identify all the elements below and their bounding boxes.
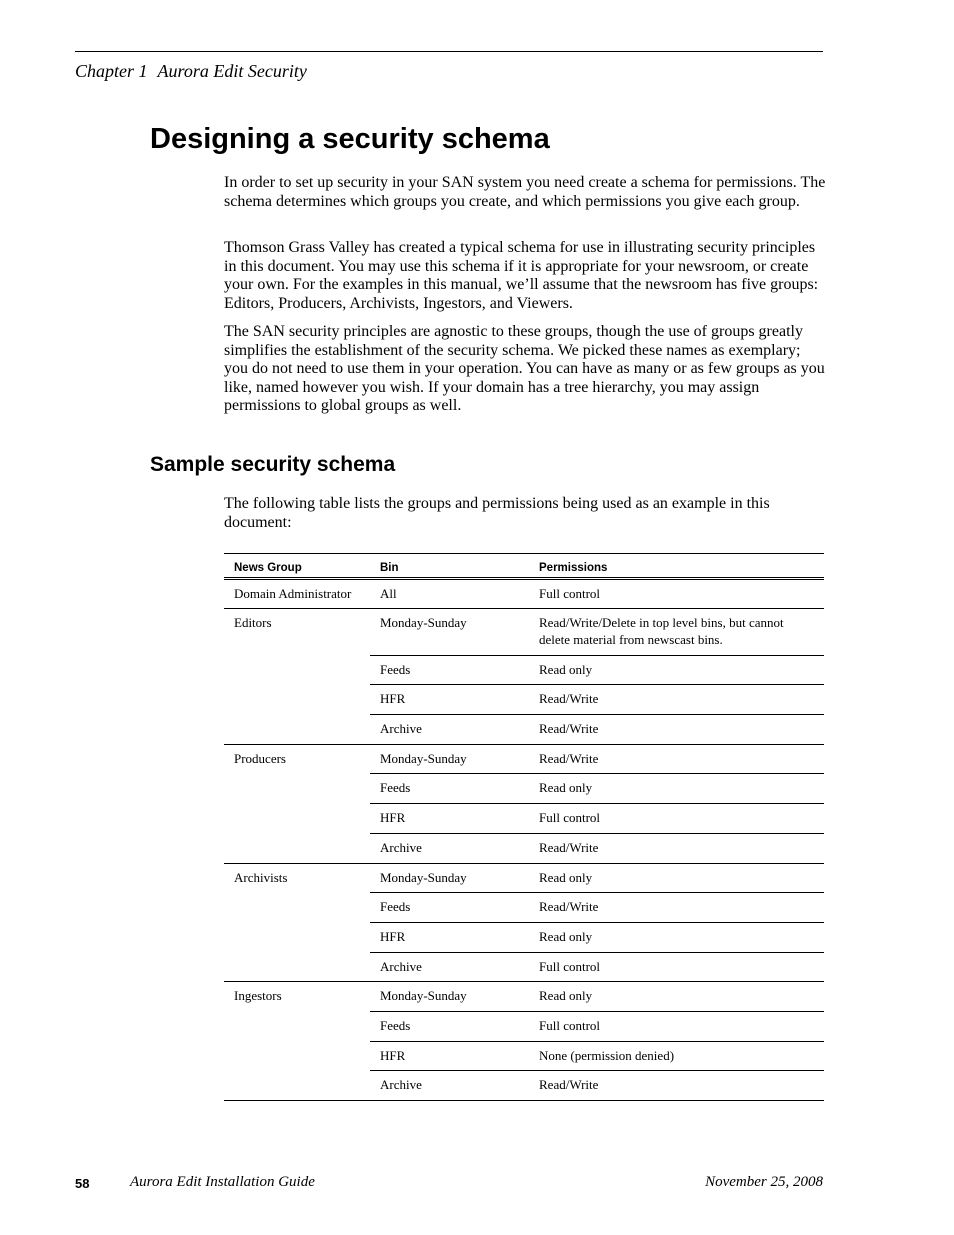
cell-bin: Monday-Sunday <box>370 744 529 774</box>
column-header-bin: Bin <box>370 554 529 579</box>
cell-news-group: Editors <box>224 608 370 744</box>
cell-bin: Feeds <box>370 893 529 923</box>
cell-permissions: Full control <box>529 1011 824 1041</box>
table-row <box>224 863 824 893</box>
intro-paragraph-2: Thomson Grass Valley has created a typical schema for use in illustrating security principles in this document. You may use this schema if it is appropriate for your newsroom, or create your own. For the examples in this manual, we’ll assume that the newsroom has five groups: Editors, Producers, Archivists, Ingestors, and Viewers. <box>224 239 819 312</box>
cell-permissions: Full control <box>529 952 824 982</box>
running-header <box>75 60 307 82</box>
column-header-news-group: News Group <box>224 554 370 579</box>
table-row <box>224 982 824 1012</box>
cell-bin: All <box>370 579 529 609</box>
cell-bin: HFR <box>370 685 529 715</box>
cell-bin: HFR <box>370 1041 529 1071</box>
cell-permissions: Read/Write <box>529 744 824 774</box>
cell-bin: Archive <box>370 952 529 982</box>
cell-bin: Monday-Sunday <box>370 982 529 1012</box>
intro-paragraph-3: The SAN security principles are agnostic to these groups, though the use of groups greatly simplifies the establishment of the security schema. We picked these names as exemplary; you do not need to use them in your operation. You can have as many or as few groups as you like, named however you wish. If your domain has a tree hierarchy, you may assign permissions to global groups as well. <box>224 323 825 415</box>
intro-paragraph-1: In order to set up security in your SAN system you need create a schema for permissions. The schema determines which groups you create, and which permissions you give each group. <box>224 174 826 210</box>
cell-news-group: Producers <box>224 744 370 863</box>
cell-permissions: Read/Write <box>529 833 824 863</box>
table-header-row <box>224 554 824 579</box>
page-title: Designing a security schema <box>150 123 550 155</box>
page-number: 58 <box>75 1176 90 1191</box>
cell-bin: Feeds <box>370 774 529 804</box>
cell-permissions: Read/Write/Delete in top level bins, but cannot delete material from newscast bins. <box>529 608 824 655</box>
cell-permissions: Read/Write <box>529 1071 824 1101</box>
cell-permissions: Full control <box>529 804 824 834</box>
cell-permissions: Read only <box>529 863 824 893</box>
security-schema-table <box>224 553 824 1101</box>
cell-bin: HFR <box>370 922 529 952</box>
table-row <box>224 579 824 609</box>
cell-permissions: Read only <box>529 774 824 804</box>
cell-news-group: Ingestors <box>224 982 370 1101</box>
cell-bin: HFR <box>370 804 529 834</box>
chapter-title: Aurora Edit Security <box>157 61 307 81</box>
cell-bin: Archive <box>370 833 529 863</box>
cell-permissions: Read/Write <box>529 715 824 745</box>
chapter-number: Chapter 1 <box>75 61 148 81</box>
cell-permissions: Read only <box>529 982 824 1012</box>
cell-bin: Monday-Sunday <box>370 608 529 655</box>
table-row <box>224 608 824 655</box>
header-rule <box>75 51 823 52</box>
cell-permissions: Read only <box>529 655 824 685</box>
cell-permissions: Read only <box>529 922 824 952</box>
column-header-permissions: Permissions <box>529 554 824 579</box>
cell-permissions: Read/Write <box>529 685 824 715</box>
table-intro-paragraph: The following table lists the groups and permissions being used as an example in this document: <box>224 495 770 531</box>
footer-guide-title: Aurora Edit Installation Guide <box>130 1174 315 1190</box>
cell-permissions: Read/Write <box>529 893 824 923</box>
cell-news-group: Domain Administrator <box>224 579 370 609</box>
cell-permissions: None (permission denied) <box>529 1041 824 1071</box>
cell-news-group: Archivists <box>224 863 370 982</box>
cell-bin: Feeds <box>370 655 529 685</box>
table-row <box>224 744 824 774</box>
footer-date: November 25, 2008 <box>705 1174 823 1190</box>
cell-permissions: Full control <box>529 579 824 609</box>
cell-bin: Monday-Sunday <box>370 863 529 893</box>
cell-bin: Archive <box>370 715 529 745</box>
cell-bin: Archive <box>370 1071 529 1101</box>
cell-bin: Feeds <box>370 1011 529 1041</box>
section-heading: Sample security schema <box>150 453 396 476</box>
